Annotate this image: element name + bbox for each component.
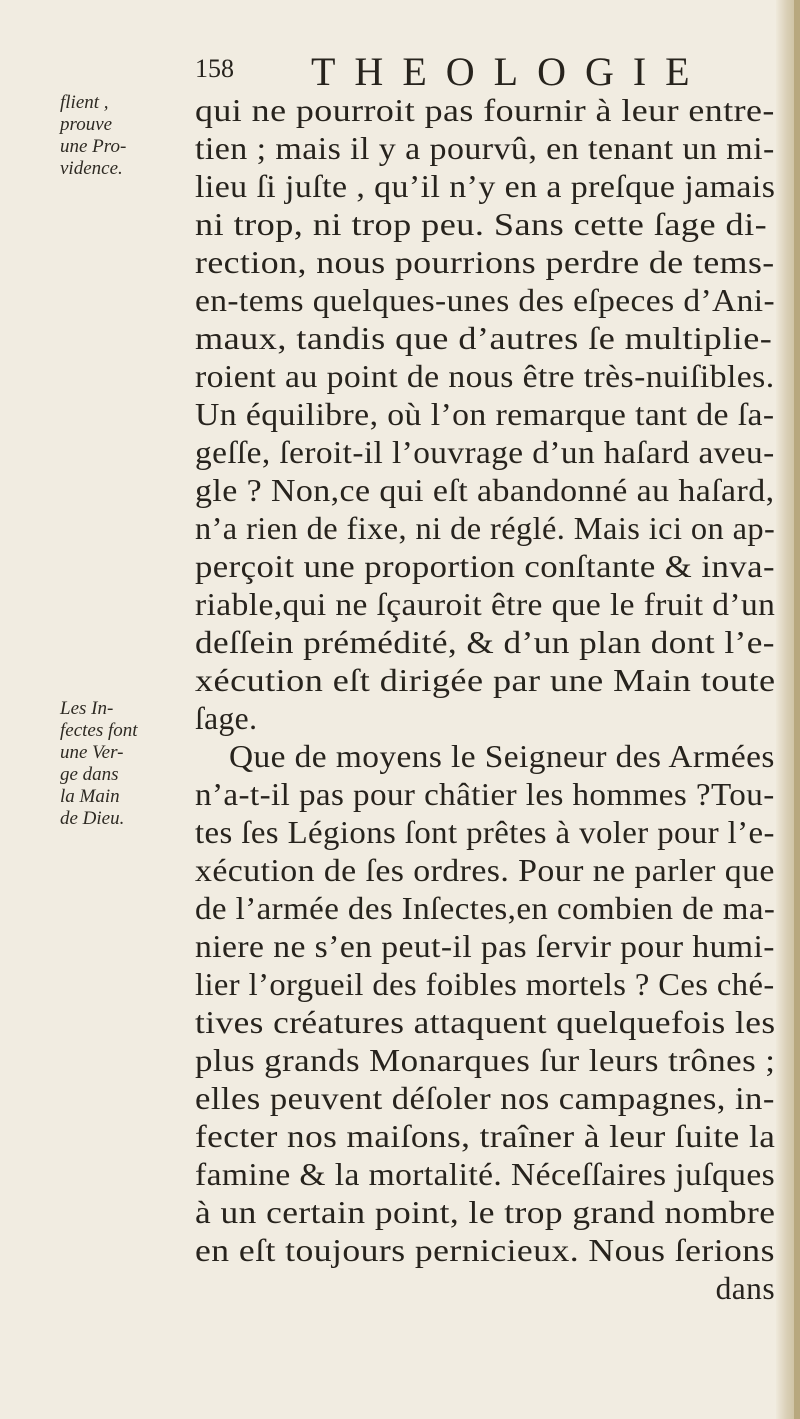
running-title: THEOLOGIE <box>311 49 709 94</box>
text-line: perçoit une proportion conſtante & inva- <box>195 549 775 584</box>
text-line: ni trop, ni trop peu. Sans cette ſage di- <box>195 207 768 242</box>
margin-note-line: une Pro- <box>60 136 127 157</box>
text-line: xécution de ſes ordres. Pour ne parler que <box>195 853 775 888</box>
margin-note-providence <box>60 92 180 180</box>
text-line: roient au point de nous être très-nuiſibles. <box>195 359 775 394</box>
text-line: ſage. <box>195 701 258 736</box>
text-line: en eſt toujours pernicieux. Nous ſerions <box>195 1233 775 1268</box>
margin-note-line: de Dieu. <box>60 808 125 829</box>
text-line: riable,qui ne ſçauroit être que le fruit d’un <box>195 587 776 622</box>
text-line: gle ? Non,ce qui eſt abandonné au haſard, <box>195 473 775 508</box>
text-line: de l’armée des Inſectes,en combien de ma- <box>195 891 776 926</box>
text-line: niere ne s’en peut-il pas ſervir pour humi- <box>195 929 775 964</box>
text-line: lieu ſi juſte , qu’il n’y en a preſque jamais <box>195 169 776 204</box>
text-line: à un certain point, le trop grand nombre <box>195 1195 776 1230</box>
text-line: n’a rien de fixe, ni de réglé. Mais ici on ap- <box>195 511 776 546</box>
text-line: tives créatures attaquent quelquefois les <box>195 1005 776 1040</box>
page-edge-shadow <box>794 0 800 1419</box>
text-line: rection, nous pourrions perdre de tems- <box>195 245 775 280</box>
text-line: plus grands Monarques ſur leurs trônes ; <box>195 1043 776 1078</box>
text-line: geſſe, ſeroit-il l’ouvrage d’un haſard aveu- <box>195 435 775 470</box>
margin-note-line: ge dans <box>60 764 119 785</box>
margin-note-line: prouve <box>60 114 113 135</box>
text-line: fecter nos maiſons, traîner à leur ſuite la <box>195 1119 776 1154</box>
text-line: famine & la mortalité. Néceſſaires juſques <box>195 1157 776 1192</box>
margin-note-line: vidence. <box>60 158 123 179</box>
text-line: tes ſes Légions ſont prêtes à voler pour l’e- <box>195 815 775 850</box>
text-line: qui ne pourroit pas fournir à leur entre- <box>195 93 775 128</box>
margin-note-line: Les In- <box>60 698 114 719</box>
margin-note-insects <box>60 698 180 830</box>
text-line: elles peuvent déſoler nos campagnes, in- <box>195 1081 775 1116</box>
page-number: 158 <box>195 54 234 83</box>
text-line: maux, tandis que d’autres ſe multiplie- <box>195 321 773 356</box>
text-line: tien ; mais il y a pourvû, en tenant un mi- <box>195 131 775 166</box>
text-line: Un équilibre, où l’on remarque tant de ſa- <box>195 397 775 432</box>
text-line: lier l’orgueil des foibles mortels ? Ces ché- <box>195 967 775 1002</box>
margin-note-line: une Ver- <box>60 742 124 763</box>
text-line: en-tems quelques-unes des eſpeces d’Ani- <box>195 283 776 318</box>
margin-note-line: fectes font <box>60 720 138 741</box>
catchword: dans <box>715 1271 775 1306</box>
margin-note-line: flient , <box>60 92 109 113</box>
margin-note-line: la Main <box>60 786 120 807</box>
text-line: deſſein prémédité, & d’un plan dont l’e- <box>195 625 775 660</box>
text-line: n’a-t-il pas pour châtier les hommes ?Tou- <box>195 777 775 812</box>
text-line: Que de moyens le Seigneur des Armées <box>229 739 775 774</box>
text-line: xécution eſt dirigée par une Main toute <box>195 663 776 698</box>
